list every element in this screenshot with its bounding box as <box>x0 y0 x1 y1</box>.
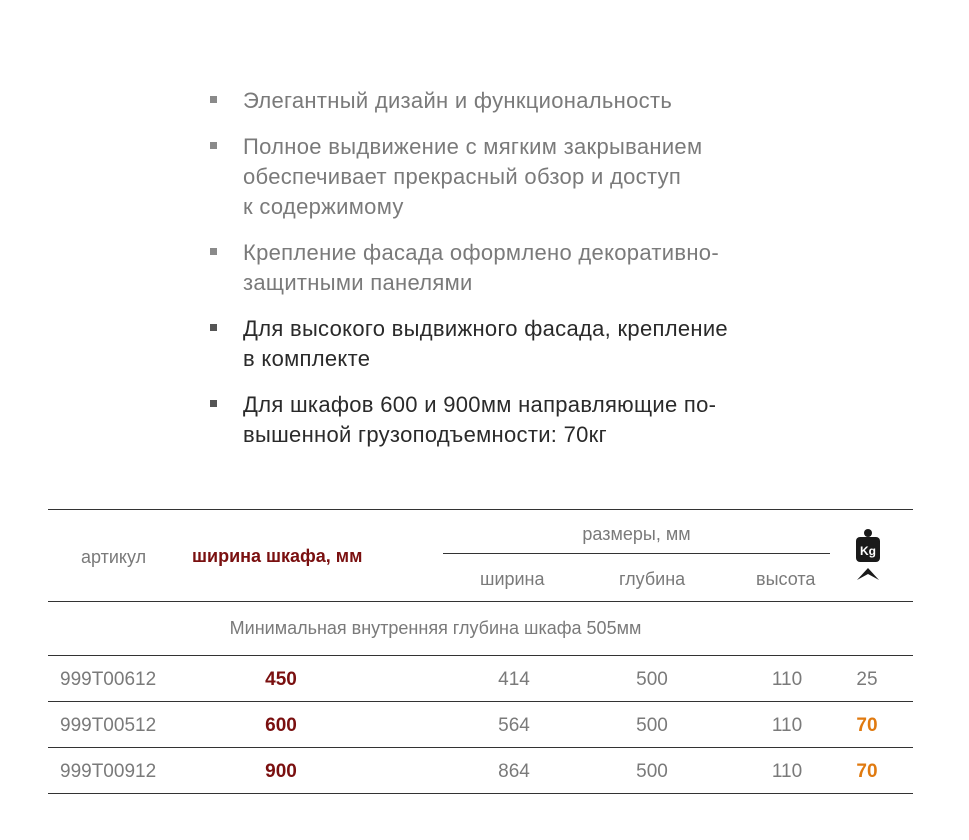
cell-height: 110 <box>771 761 803 782</box>
cell-article: 999T00612 <box>60 669 157 690</box>
header-dimensions: размеры, мм <box>582 524 691 544</box>
feature-item <box>208 86 808 116</box>
min-depth-note: Минимальная внутренняя глубина шкафа 505мм <box>48 602 913 656</box>
bullet-icon <box>210 96 217 103</box>
bullet-icon <box>210 400 217 407</box>
header-height: высота <box>756 569 816 589</box>
weight-kg-icon <box>854 528 882 584</box>
cell-height: 110 <box>771 715 803 736</box>
feature-text: Для шкафов 600 и 900мм направляющие по- вышенной грузоподъемности: 70кг <box>243 392 717 447</box>
header-depth: глубина <box>619 569 686 589</box>
cell-cabinet-width: 600 <box>265 715 297 736</box>
bullet-icon <box>210 324 217 331</box>
feature-item <box>208 390 808 450</box>
cell-depth: 500 <box>636 669 668 690</box>
feature-text: Крепление фасада оформлено декоративно- защитными панелями <box>243 240 719 295</box>
features-list <box>208 86 808 466</box>
table-row <box>48 702 913 748</box>
bullet-icon <box>210 142 217 149</box>
cell-height: 110 <box>771 669 803 690</box>
cell-width: 564 <box>498 715 530 736</box>
header-article: артикул <box>81 547 147 567</box>
feature-text: Для высокого выдвижного фасада, крепление в комплекте <box>243 316 728 371</box>
cell-cabinet-width: 900 <box>265 761 297 782</box>
cell-load: 70 <box>856 761 878 782</box>
feature-item <box>208 314 808 374</box>
cell-article: 999T00512 <box>60 715 157 736</box>
header-width: ширина <box>480 569 545 589</box>
feature-text: Элегантный дизайн и функциональность <box>243 88 673 113</box>
bullet-icon <box>210 248 217 255</box>
feature-item <box>208 238 808 298</box>
table-row <box>48 656 913 702</box>
cell-depth: 500 <box>636 761 668 782</box>
cell-cabinet-width: 450 <box>265 669 297 690</box>
cell-load: 70 <box>856 715 878 736</box>
cell-width: 414 <box>498 669 530 690</box>
feature-item <box>208 132 808 222</box>
cell-depth: 500 <box>636 715 668 736</box>
spec-table <box>48 509 913 794</box>
table-header <box>48 510 913 602</box>
cell-width: 864 <box>498 761 530 782</box>
weight-icon-label: Kg <box>860 544 876 558</box>
cell-load: 25 <box>856 669 878 690</box>
feature-text: Полное выдвижение с мягким закрыванием обеспечивает прекрасный обзор и доступ к содержимому <box>243 134 703 219</box>
table-row <box>48 748 913 794</box>
cell-article: 999T00912 <box>60 761 157 782</box>
header-cabinet-width: ширина шкафа, мм <box>192 546 363 566</box>
dimensions-divider <box>443 553 830 554</box>
